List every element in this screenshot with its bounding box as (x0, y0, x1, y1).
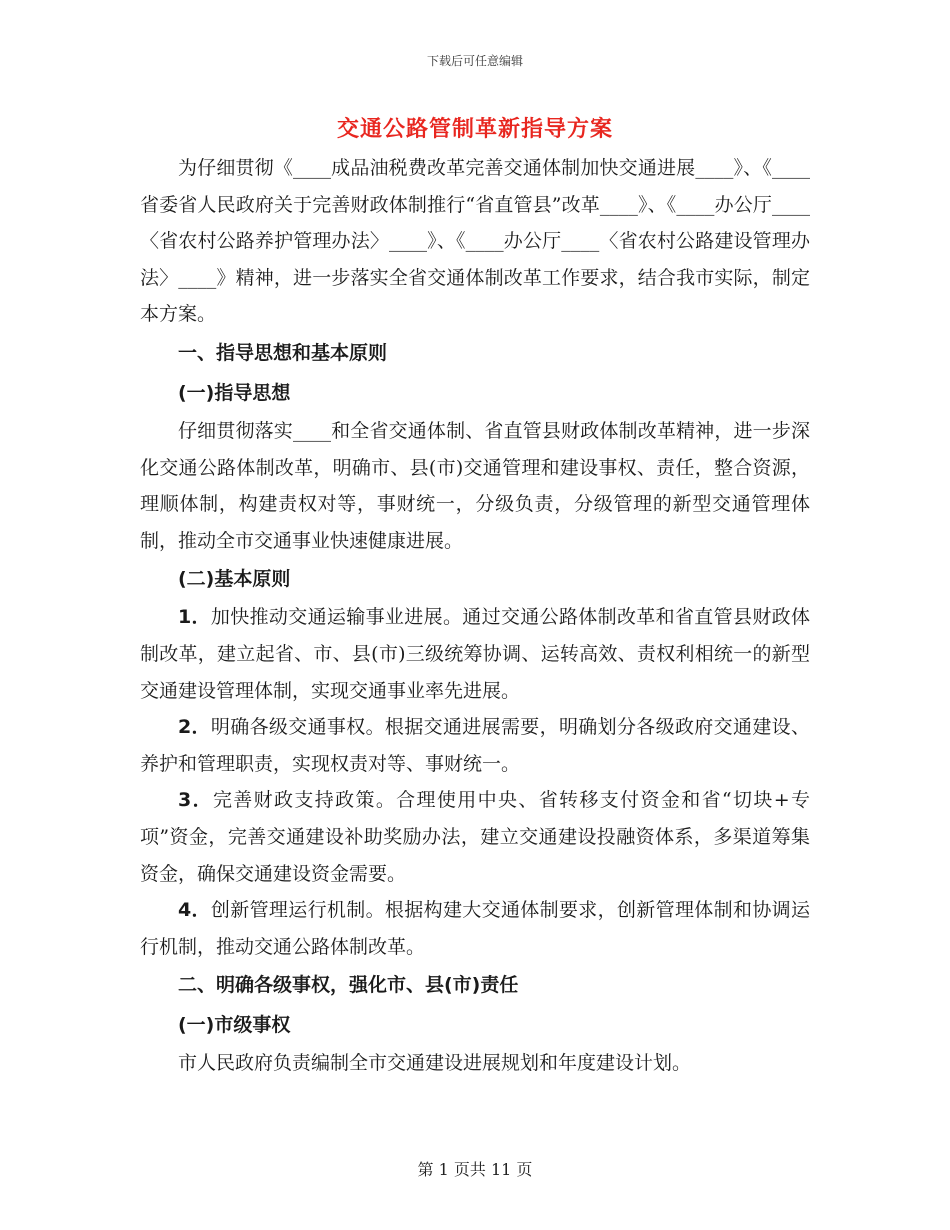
page-footer: 第 1 页共 11 页 (417, 1160, 533, 1179)
section-1-1-paragraph: 仔细贯彻落实____和全省交通体制、省直管县财政体制改革精神，进一步深化交通公路体制改革，明确市、县(市)交通管理和建设事权、责任，整合资源，理顺体制，构建责权对等，事财统一，分级负责，分级管理的新型交通管理体制，推动全市交通事业快速健康进展。 (140, 419, 810, 552)
principle-item (140, 599, 810, 709)
principle-item (140, 709, 810, 782)
header-note: 下载后可任意编辑 (426, 54, 523, 68)
document-body (140, 150, 810, 1082)
principle-text: 加快推动交通运输事业进展。通过交通公路体制改革和省直管县财政体制改革，建立起省、市、县(市)三级统筹协调、运转高效、责权利相统一的新型交通建设管理体制，实现交通事业率先进展。 (140, 606, 810, 702)
principle-text: 创新管理运行机制。根据构建大交通体制要求，创新管理体制和协调运行机制，推动交通公路体制改革。 (140, 899, 810, 958)
principle-number: 4． (178, 899, 211, 922)
section-2-1-paragraph: 市人民政府负责编制全市交通建设进展规划和年度建设计划。 (178, 1052, 692, 1075)
section-1-1-heading: (一)指导思想 (178, 381, 291, 404)
principle-number: 1． (178, 606, 211, 629)
section-2-heading: 二、明确各级事权，强化市、县(市)责任 (178, 974, 519, 997)
principle-text: 明确各级交通事权。根据交通进展需要，明确划分各级政府交通建设、养护和管理职责，实现权责对等、事财统一。 (140, 716, 810, 775)
principle-item (140, 892, 810, 965)
principle-number: 3． (178, 789, 213, 812)
intro-paragraph: 为仔细贯彻《____成品油税费改革完善交通体制加快交通进展____》、《____省委省人民政府关于完善财政体制推行“省直管县”改革____》、《____办公厅____〈省农村公路养护管理办法〉____》、《____办公厅____〈省农村公路建设管理办法〉____》精神，进一步落实全省交通体制改革工作要求，结合我市实际，制定本方案。 (140, 157, 810, 326)
section-2-1-heading: (一)市级事权 (178, 1014, 291, 1037)
document-title: 交通公路管制革新指导方案 (336, 117, 613, 142)
section-1-2-heading: (二)基本原则 (178, 568, 291, 591)
principle-number: 2． (178, 716, 211, 739)
section-1-heading: 一、指导思想和基本原则 (178, 341, 388, 364)
principle-text: 完善财政支持政策。合理使用中央、省转移支付资金和省“切块+专项”资金，完善交通建设补助奖励办法，建立交通建设投融资体系，多渠道筹集资金，确保交通建设资金需要。 (140, 789, 810, 885)
principle-item (140, 782, 810, 892)
